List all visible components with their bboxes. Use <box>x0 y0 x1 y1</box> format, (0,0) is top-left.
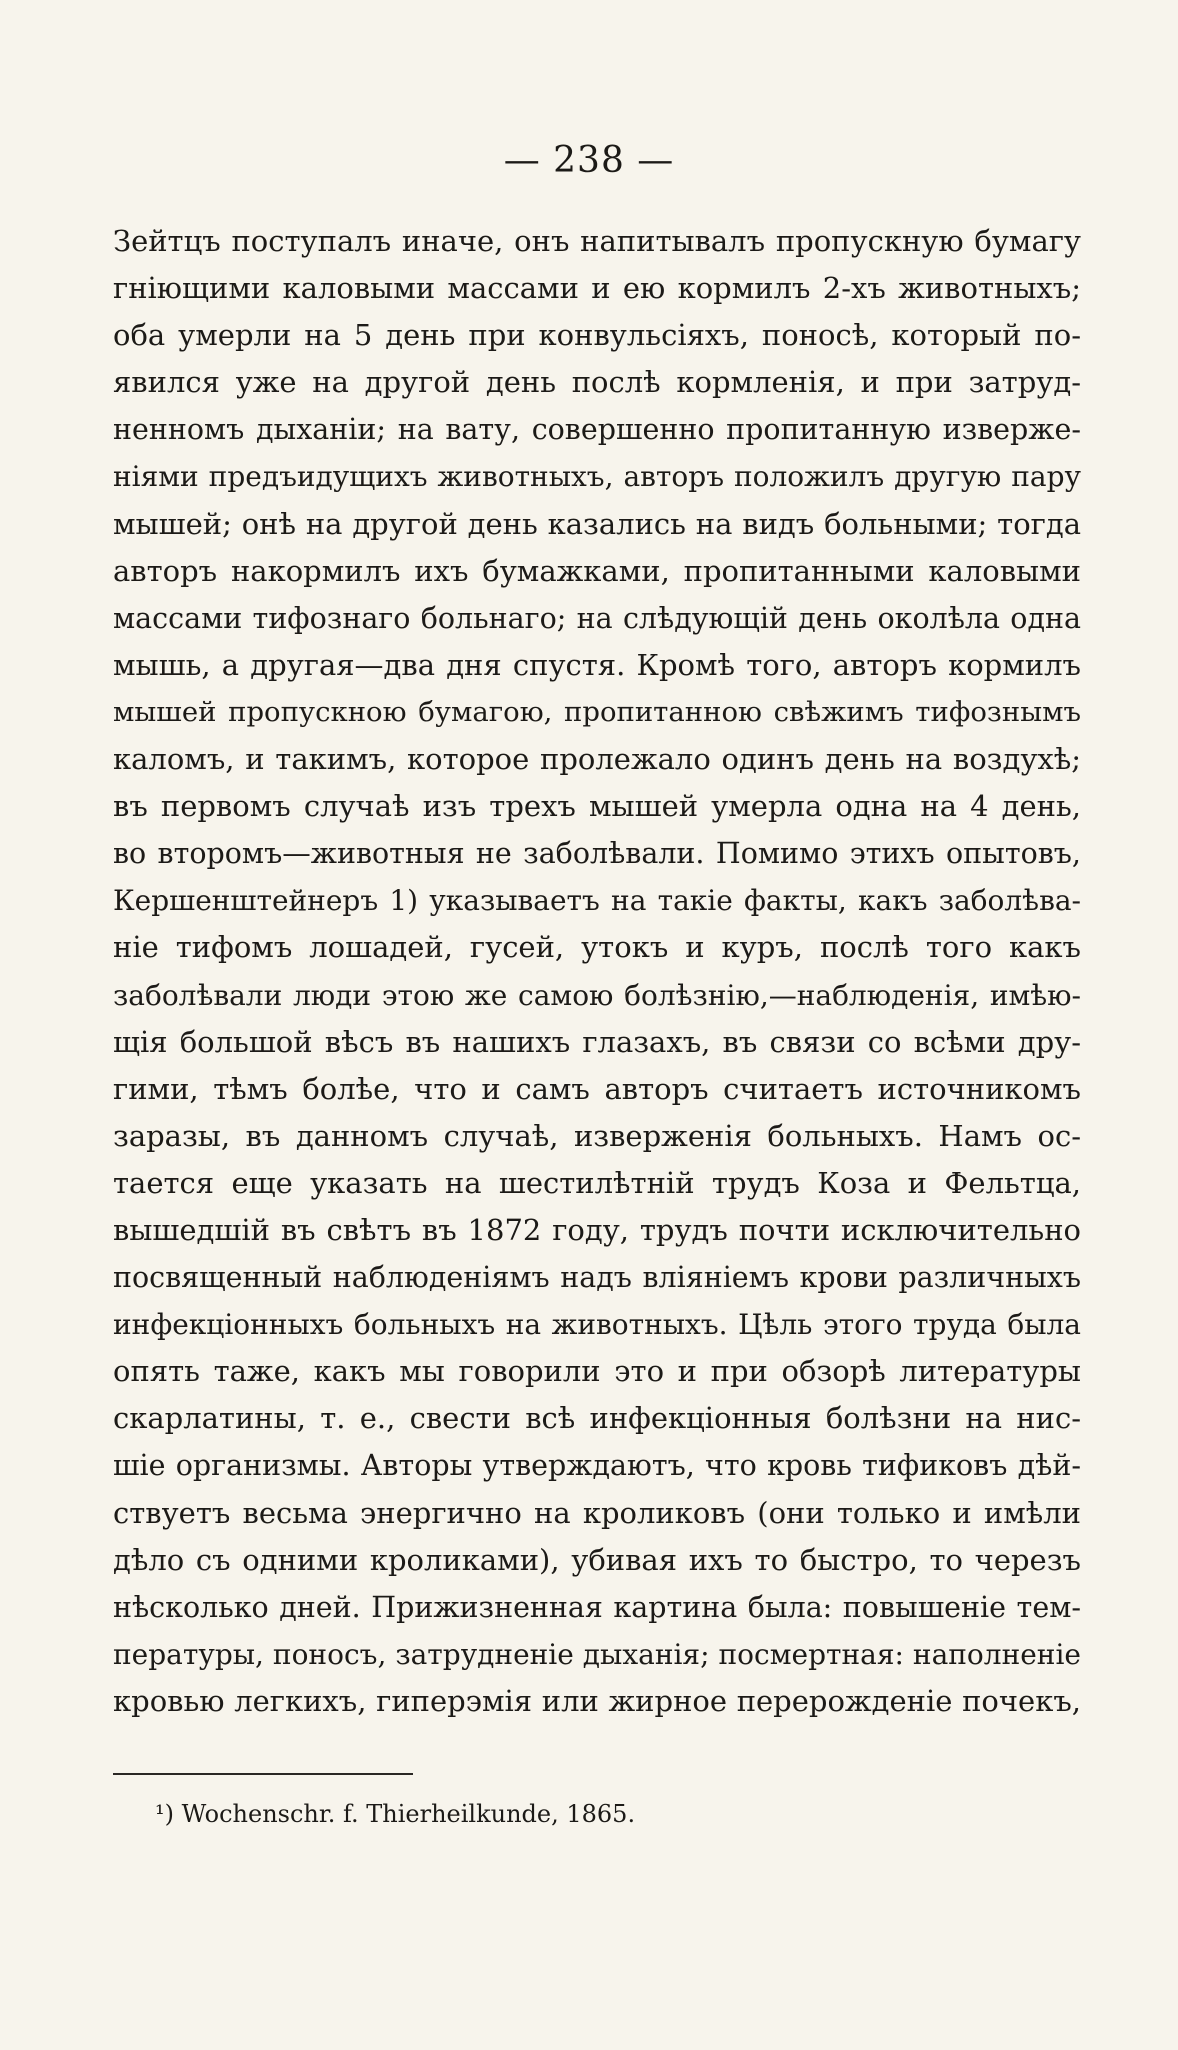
text-line: Кершенштейнеръ 1) указываетъ на такіе факты, какъ заболѣва- <box>113 884 1081 918</box>
text-line: оба умерли на 5 день при конвульсіяхъ, поносѣ, который по- <box>113 318 1081 353</box>
text-line: ніями предъидущихъ животныхъ, авторъ положилъ другую пару <box>113 460 1081 494</box>
text-line: опять таже, какъ мы говорили это и при обзорѣ литературы <box>113 1354 1081 1389</box>
text-line: посвященный наблюденіямъ надъ вліяніемъ крови различныхъ <box>113 1261 1081 1295</box>
text-line: мышей пропускною бумагою, пропитанною свѣжимъ тифознымъ <box>113 695 1081 728</box>
text-line: дѣло съ одними кроликами), убивая ихъ то быстро, то черезъ <box>113 1542 1081 1577</box>
footnote-divider <box>113 1773 413 1775</box>
body-text <box>113 218 1081 1725</box>
text-line: ствуетъ весьма энергично на кроликовъ (они только и имѣли <box>113 1495 1081 1530</box>
text-line: массами тифознаго больнаго; на слѣдующій день околѣла одна <box>113 601 1081 635</box>
text-line: нѣсколько дней. Прижизненная картина была: повышеніе тем- <box>113 1590 1081 1624</box>
text-line: заразы, въ данномъ случаѣ, изверженія больныхъ. Намъ ос- <box>113 1118 1081 1153</box>
text-line: авторъ накормилъ ихъ бумажками, пропитанными каловыми <box>113 553 1081 588</box>
text-line: шіе организмы. Авторы утверждаютъ, что кровь тификовъ дѣй- <box>113 1449 1081 1483</box>
text-line: тается еще указать на шестилѣтній трудъ Коза и Фельтца, <box>113 1165 1081 1200</box>
text-line: инфекціонныхъ больныхъ на животныхъ. Цѣль этого труда была <box>113 1308 1081 1342</box>
text-line: пературы, поносъ, затрудненіе дыханія; посмертная: наполненіе <box>113 1637 1081 1671</box>
text-line: Зейтцъ поступалъ иначе, онъ напитывалъ пропускную бумагу <box>113 224 1081 258</box>
page-number: — 238 — <box>503 140 675 181</box>
text-line: вышедшій въ свѣтъ въ 1872 году, трудъ почти исключительно <box>113 1212 1081 1247</box>
text-line: ненномъ дыханіи; на вату, совершенно пропитанную изверже- <box>113 413 1081 447</box>
text-line: гими, тѣмъ болѣе, что и самъ авторъ считаетъ источникомъ <box>113 1071 1081 1106</box>
text-line: мышей; онѣ на другой день казались на видъ больными; тогда <box>113 506 1081 541</box>
text-line: заболѣвали люди этою же самою болѣзнію,—наблюденія, имѣю- <box>113 978 1081 1012</box>
text-line: во второмъ—животныя не заболѣвали. Помимо этихъ опытовъ, <box>113 837 1081 871</box>
text-line: каломъ, и такимъ, которое пролежало одинъ день на воздухѣ; <box>113 742 1081 777</box>
text-line: скарлатины, т. е., свести всѣ инфекціонныя болѣзни на нис- <box>113 1401 1081 1436</box>
text-line: явился уже на другой день послѣ кормленія, и при затруд- <box>113 365 1081 400</box>
footnote: ¹) Wochenschr. f. Thierheilkunde, 1865. <box>155 1800 636 1828</box>
text-line: кровью легкихъ, гиперэмія или жирное перерожденіе почекъ, <box>113 1683 1081 1718</box>
text-line: ніе тифомъ лошадей, гусей, утокъ и куръ, послѣ того какъ <box>113 930 1081 965</box>
text-line: гніющими каловыми массами и ею кормилъ 2-хъ животныхъ; <box>113 271 1081 306</box>
text-line: щія большой вѣсъ въ нашихъ глазахъ, въ связи со всѣми дру- <box>113 1024 1081 1059</box>
text-line: въ первомъ случаѣ изъ трехъ мышей умерла одна на 4 день, <box>113 789 1081 824</box>
text-line: мышь, а другая—два дня спустя. Кромѣ того, авторъ кормилъ <box>113 647 1081 682</box>
